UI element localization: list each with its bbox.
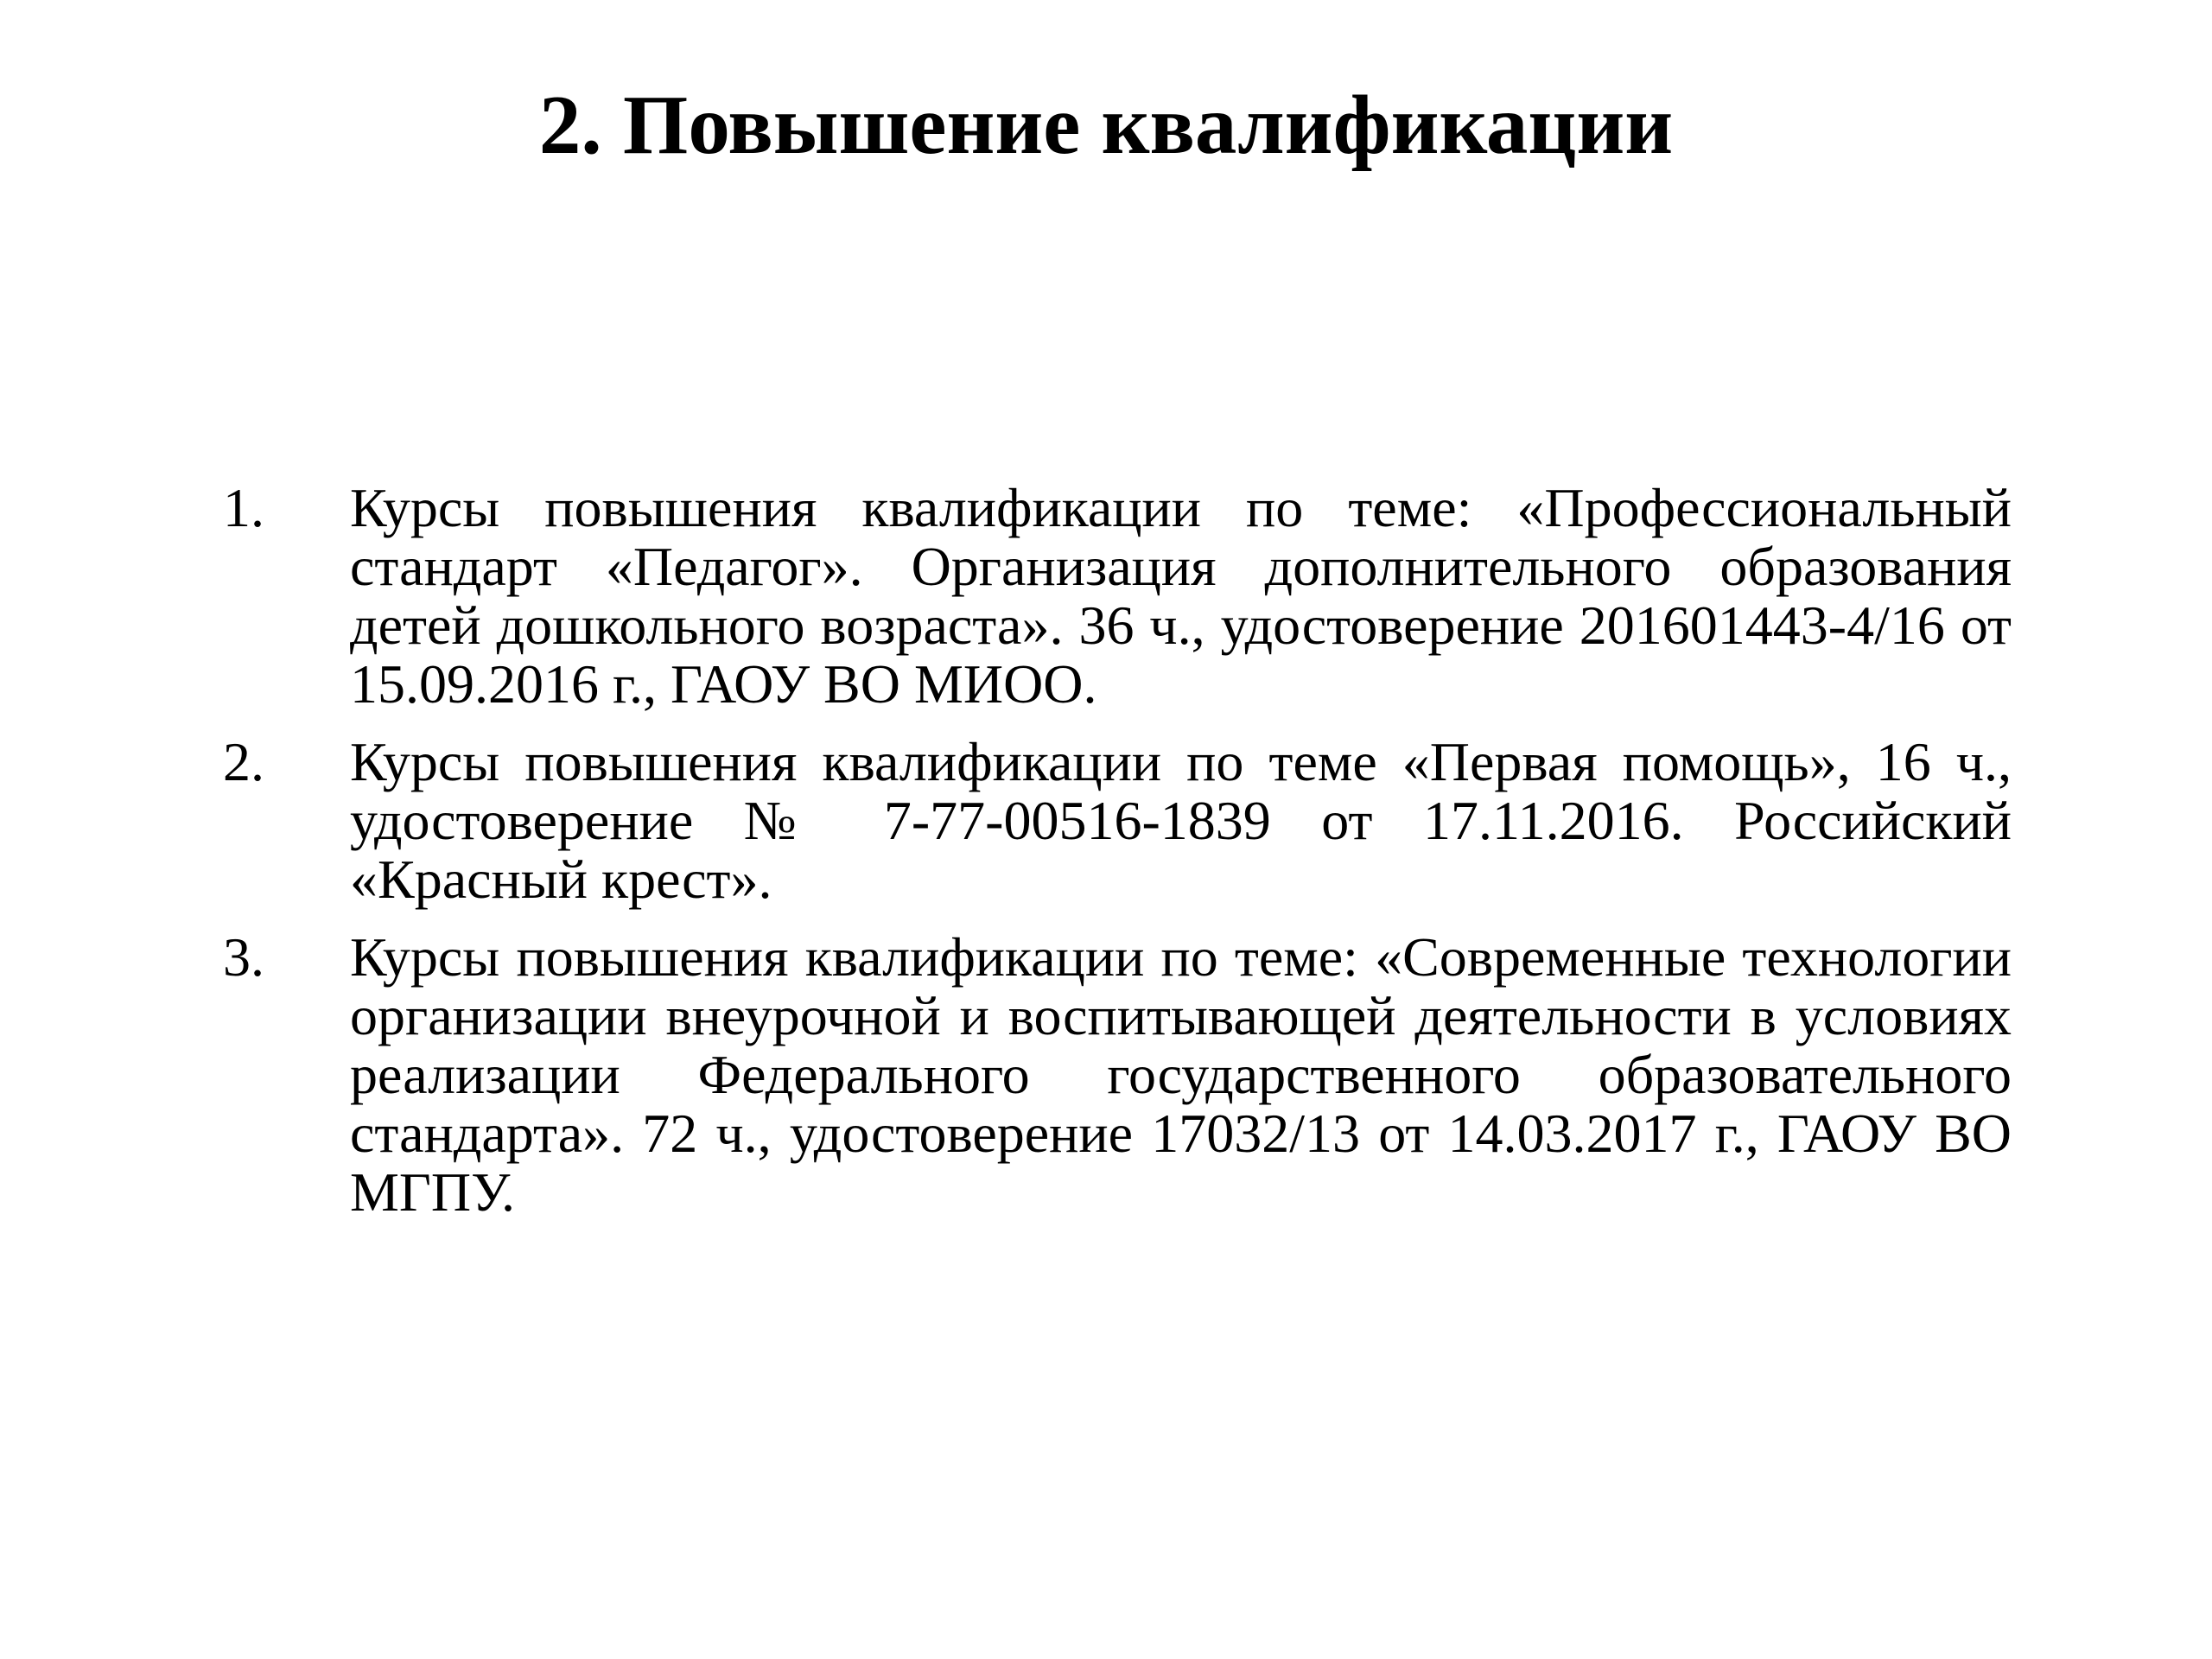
item-text: Курсы повышения квалификации по теме: «Современные технологии организации внеурочной и воспитывающей деятельности в условиях реализации Федерального государственного образовательного стандарта». 72 ч., удостоверение 17032/13 от 14.03.2017 г., ГАОУ ВО МГПУ. xyxy=(350,926,2012,1223)
list-item xyxy=(223,479,2012,714)
item-number: 1. xyxy=(223,477,264,538)
item-text: Курсы повышения квалификации по теме: «Профессиональный стандарт «Педагог». Организация дополнительного образования детей дошкольного возраста». 36 ч., удостоверение 201601443-4/16 от 15.09.2016 г., ГАОУ ВО МИОО. xyxy=(350,477,2012,715)
slide-title: 2. Повышение квалификации xyxy=(538,79,1674,171)
list-item xyxy=(223,928,2012,1222)
item-number: 2. xyxy=(223,731,264,792)
list-item xyxy=(223,733,2012,909)
item-number: 3. xyxy=(223,926,264,988)
item-text: Курсы повышения квалификации по теме «Первая помощь», 16 ч., удостоверение № 7-77-00516-1839 от 17.11.2016. Российский «Красный крест». xyxy=(350,731,2012,910)
course-list xyxy=(223,479,2012,1241)
